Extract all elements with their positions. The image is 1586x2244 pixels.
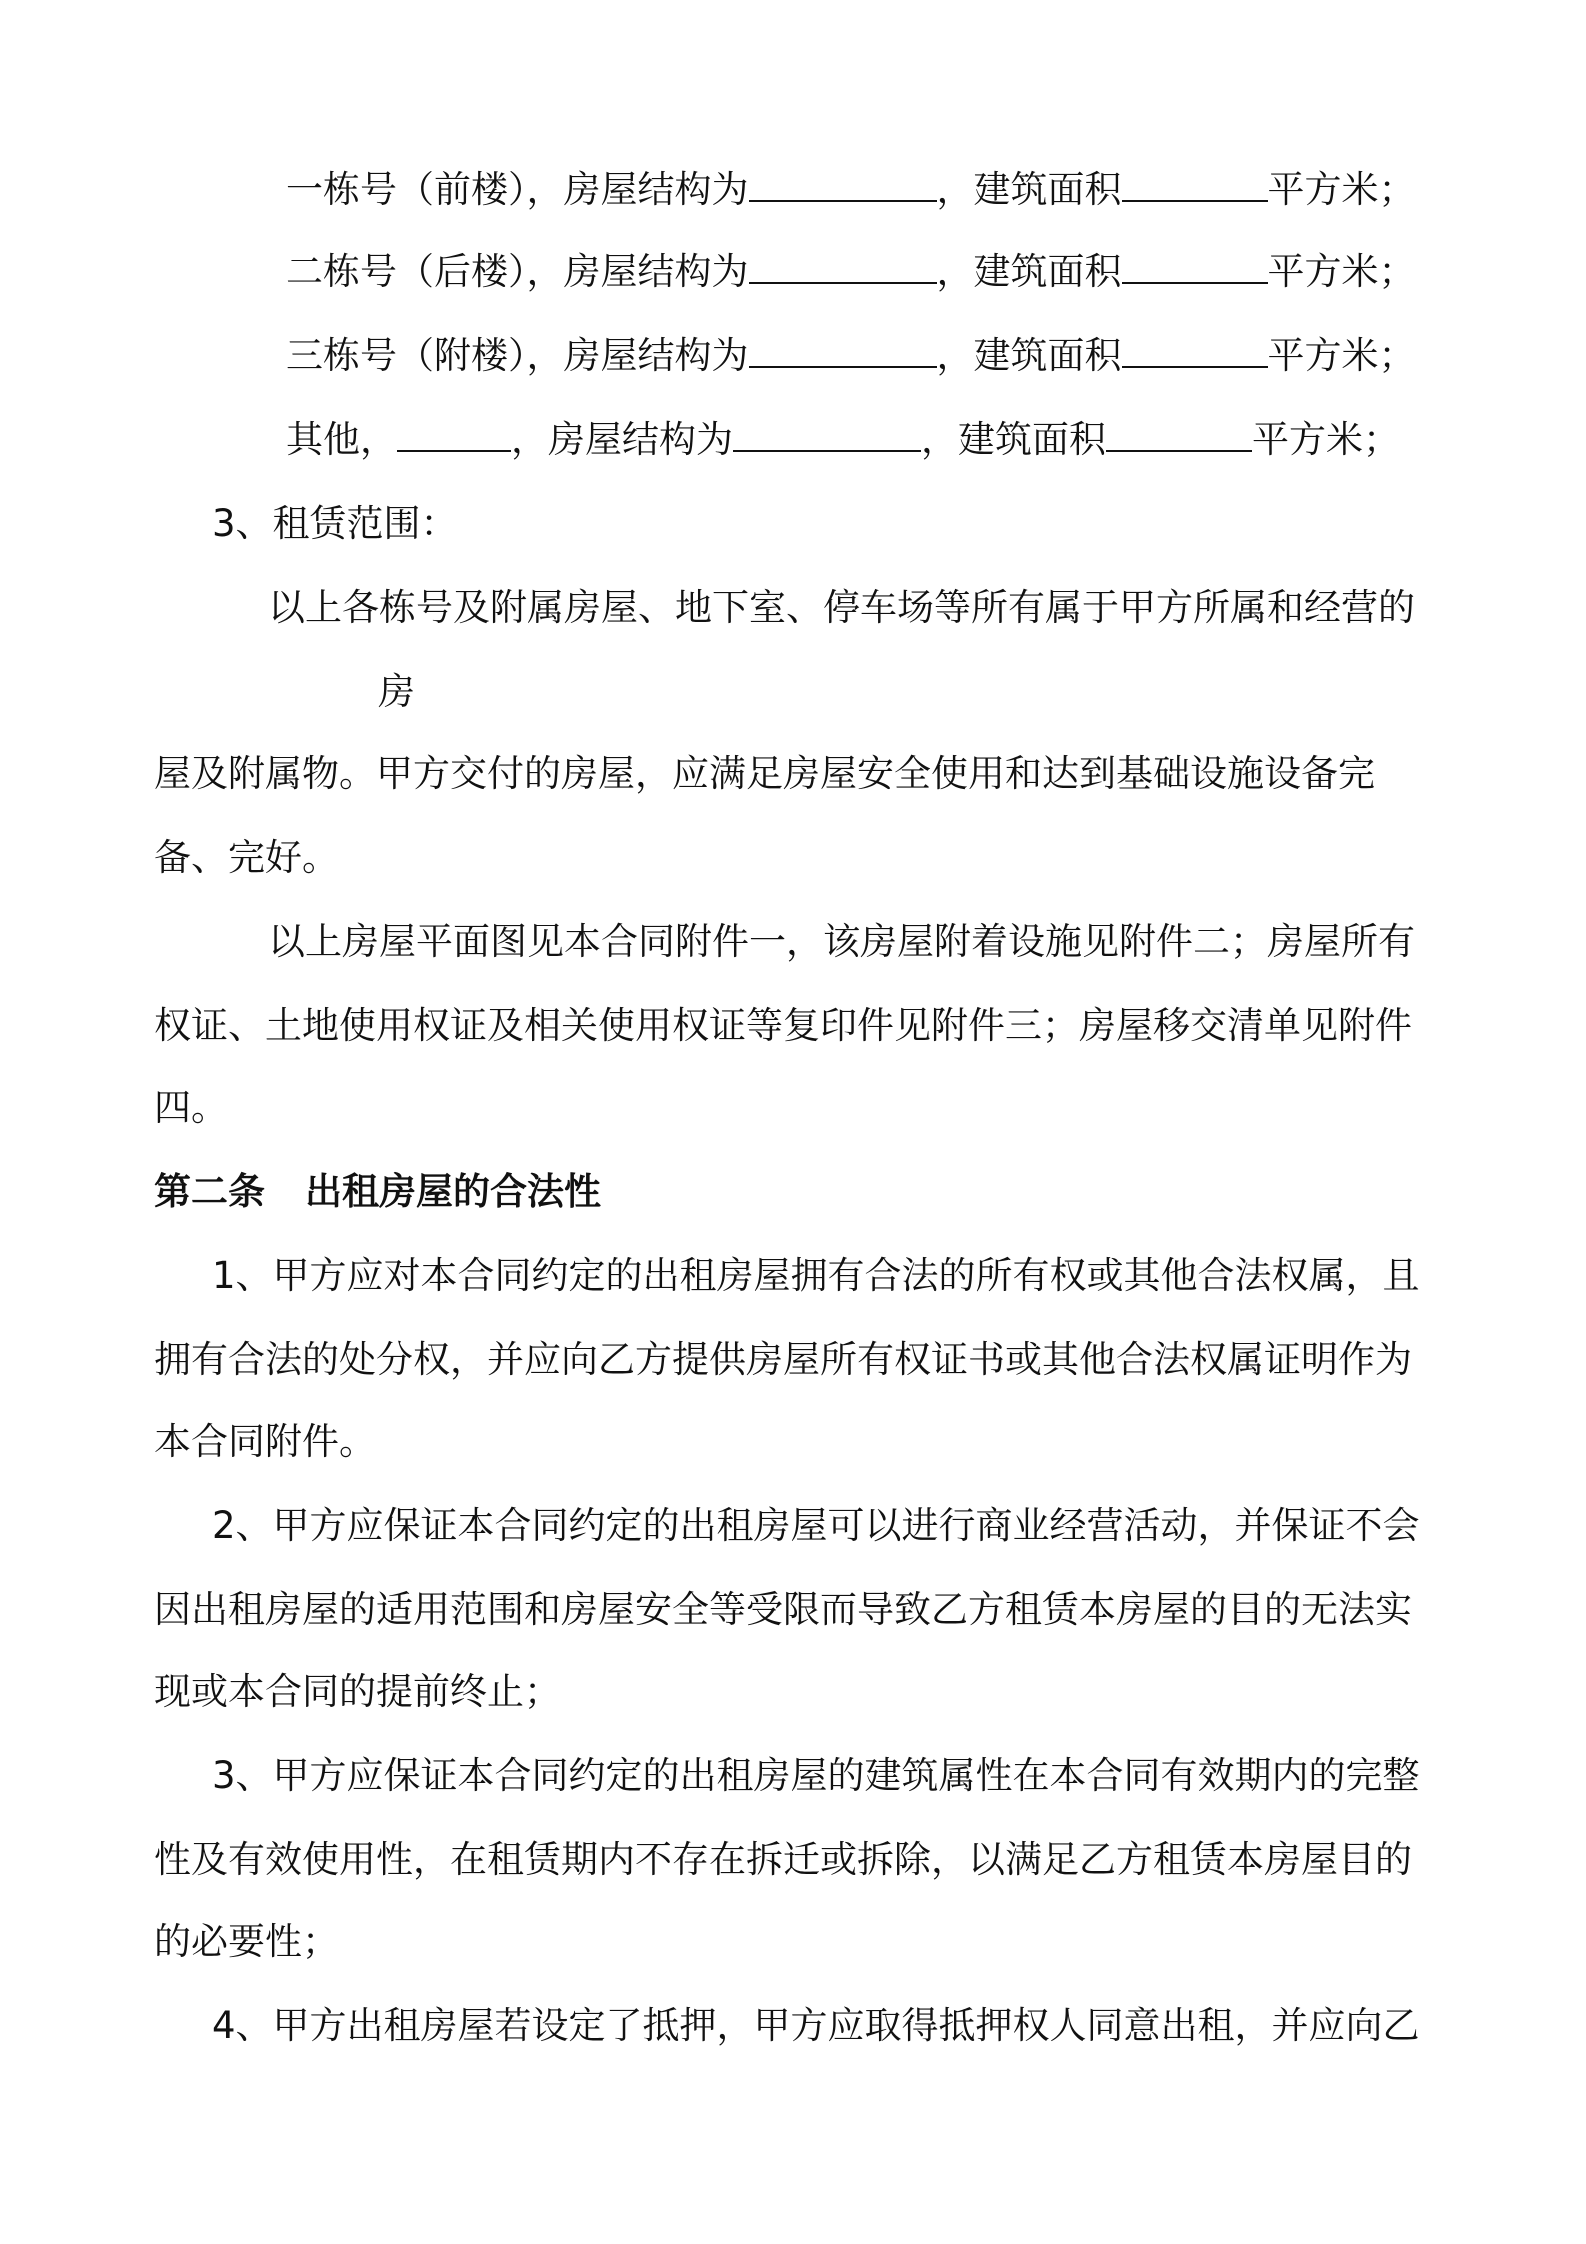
area-blank-4[interactable] <box>1106 420 1252 452</box>
building-line-3 <box>286 334 1416 378</box>
other-line-suffix: 平方米； <box>1252 418 1400 461</box>
building-line-1-mid: ，建筑面积 <box>936 168 1122 211</box>
area-blank-1[interactable] <box>1122 170 1268 202</box>
building-line-3-mid: ，建筑面积 <box>936 334 1122 377</box>
article-2-p4-line-1: 4、甲方出租房屋若设定了抵押，甲方应取得抵押权人同意出租，并应向乙 <box>212 2004 1420 2047</box>
building-line-3-prefix: 三栋号（附楼），房屋结构为 <box>286 334 749 377</box>
article-2-p3-line-1: 3、甲方应保证本合同约定的出租房屋的建筑属性在本合同有效期内的完整 <box>212 1754 1420 1797</box>
structure-blank-2[interactable] <box>749 252 937 284</box>
building-line-2 <box>286 250 1416 294</box>
building-line-2-mid: ，建筑面积 <box>936 250 1122 293</box>
scope-line-1: 以上各栋号及附属房屋、地下室、停车场等所有属于甲方所属和经营的 <box>268 586 1415 629</box>
building-line-1-suffix: 平方米； <box>1267 168 1416 211</box>
article-2-p1-line-2: 拥有合法的处分权，并应向乙方提供房屋所有权证书或其他合法权属证明作为 <box>154 1338 1412 1381</box>
article-2-p2-line-1: 2、甲方应保证本合同约定的出租房屋可以进行商业经营活动，并保证不会 <box>212 1504 1420 1547</box>
article-2-number: 第二条 <box>154 1170 265 1213</box>
article-2-p1-line-3: 本合同附件。 <box>154 1420 376 1463</box>
other-building-line <box>286 418 1400 462</box>
attachments-line-3: 四。 <box>154 1086 228 1129</box>
other-name-blank[interactable] <box>397 420 511 452</box>
building-line-1 <box>286 168 1416 212</box>
article-2-p3-line-3: 的必要性； <box>154 1920 339 1963</box>
attachments-line-1: 以上房屋平面图见本合同附件一，该房屋附着设施见附件二；房屋所有 <box>268 920 1415 963</box>
structure-blank-1[interactable] <box>749 170 937 202</box>
scope-line-2: 房 <box>378 670 415 713</box>
article-2-title <box>154 1170 601 1214</box>
area-blank-3[interactable] <box>1122 336 1268 368</box>
area-blank-2[interactable] <box>1122 252 1268 284</box>
scope-heading: 3、租赁范围： <box>212 502 458 545</box>
attachments-line-2: 权证、土地使用权证及相关使用权证等复印件见附件三；房屋移交清单见附件 <box>154 1004 1412 1047</box>
article-2-p2-line-2: 因出租房屋的适用范围和房屋安全等受限而导致乙方租赁本房屋的目的无法实 <box>154 1588 1412 1631</box>
building-line-2-prefix: 二栋号（后楼），房屋结构为 <box>286 250 749 293</box>
scope-line-3: 屋及附属物。甲方交付的房屋，应满足房屋安全使用和达到基础设施设备完 <box>154 752 1375 795</box>
article-2-heading: 出租房屋的合法性 <box>305 1170 601 1213</box>
building-line-1-prefix: 一栋号（前楼），房屋结构为 <box>286 168 749 211</box>
article-2-p2-line-3: 现或本合同的提前终止； <box>154 1670 561 1713</box>
other-line-prefix: 其他， <box>286 418 397 461</box>
other-line-mid2: ，建筑面积 <box>921 418 1106 461</box>
building-line-3-suffix: 平方米； <box>1267 334 1416 377</box>
other-line-mid1: ，房屋结构为 <box>511 418 733 461</box>
building-line-2-suffix: 平方米； <box>1267 250 1416 293</box>
scope-line-4: 备、完好。 <box>154 836 339 879</box>
structure-blank-4[interactable] <box>733 420 921 452</box>
article-2-p3-line-2: 性及有效使用性，在租赁期内不存在拆迁或拆除，以满足乙方租赁本房屋目的 <box>154 1838 1412 1881</box>
article-2-p1-line-1: 1、甲方应对本合同约定的出租房屋拥有合法的所有权或其他合法权属，且 <box>212 1254 1420 1297</box>
structure-blank-3[interactable] <box>749 336 937 368</box>
